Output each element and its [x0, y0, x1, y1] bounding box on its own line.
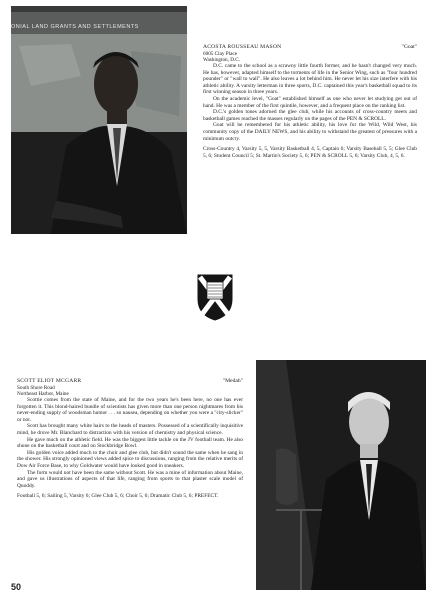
bio-paragraph: On the academic level, "Goat" established himself as one who never let studying get out of hand. He was a member of the first quintile, however, and a frequent place on the ranking list. [203, 95, 417, 109]
student-nickname: "Goat" [401, 44, 417, 50]
portrait-photo-mcgarr [256, 360, 426, 590]
bio-paragraph: Scott has brought many white hairs to the heads of masters. Possessed of a scientifically inquisitive mind, he drove Mr. Blanchard to distraction with his version of chemistry and physical science. [17, 423, 243, 436]
name-row [17, 378, 243, 385]
bio-paragraph: Goat will be remembered for his athletic ability, his love for the Wild, Wild West, his community copy of the DAILY NEWS, and his ability to withstand the greatest of pressures with a minimum outcry. [203, 122, 417, 142]
activities-list: Football 5, 6; Sailing 5, Varsity 6; Glee Club 5, 6; Choir 5, 6; Dramatic Club 5, 6; PREFECT. [17, 493, 219, 500]
bio-paragraph: D.C. came to the school as a scrawny little fourth former, and he hasn't changed very much. He has, however, adapted himself to the torments of life in the Senior Wing, such as "four hundred pounder" or "wall to wall". He also leaves a lot behind him. He never let his size interfere with his athletic ability. A varsity letterman in three sports, D.C. captained this year's basketball squad to its first winning season in three years. [203, 63, 417, 96]
student-name: ACOSTA ROUSSEAU MASON [203, 44, 282, 50]
portrait-illustration [256, 360, 426, 590]
page-number: 50 [11, 582, 22, 592]
bio-paragraph: He gave much on the athletic field. He was the biggest little tackle on the JV football team. He also shone on the basketball court and on Stockbridge Bowl. [17, 436, 243, 450]
bio-paragraph: His golden voice added much to the choir and glee club, but didn't sound the same when he sang in the shower. His strongly opinioned views added spice to discussions, ranging from the relative merits of Dow Air Force Base, to why Goldwater would have looked good in sneakers. [17, 449, 243, 469]
address-line-2: Washington, D.C. [203, 56, 241, 63]
portrait-illustration [11, 6, 187, 234]
bio-paragraph: The form would not have been the same without Scott. He was a mine of information about Maine, and gave us illustrations of aspects of that life, ranging from sports to that plaster scale model of Quoddy. [17, 469, 243, 489]
senior-entry-mason [203, 44, 417, 159]
bio-paragraph: Scottie comes from the state of Maine, and for the two years he's been here, no one has ever forgotten it. This blond-haired bundle of scientists has given more than one person nightmares from his never-ending supply of woodsman humor . . . so nausea, depending on whether you were a "city-slicker" or not. [17, 397, 243, 423]
photo-map-text: ONIAL LAND GRANTS AND SETTLEMENTS [11, 24, 139, 30]
school-crest-icon [196, 273, 234, 321]
address-line-2: Northeast Harbor, Maine [17, 390, 69, 397]
portrait-photo-mason [11, 6, 187, 234]
student-name: SCOTT ELIOT MCGARR [17, 378, 82, 384]
senior-entry-mcgarr [17, 378, 243, 500]
student-nickname: "Medah" [222, 378, 243, 384]
address-line-1: 6005 Clay Place [203, 50, 237, 57]
activities-list: Cross-Country 4, Varsity 5, 5, Varsity Basketball 4, 5, Captain 6; Varsity Baseball 5, 5; Glee Club 5, 6; Student Council 5; St. Martin's Society 5, 6; PEN & SCROLL 5, 6; Varsity Club, 4, 5, 6. [203, 146, 417, 159]
address-line-1: South Shore Road [17, 384, 55, 391]
name-row [203, 44, 417, 51]
bio-paragraph: D.C.'s golden tones adorned the glee club, while his accounts of cross-country meets and basketball games reached the masses regularly on the pages of the PEN & SCROLL. [203, 109, 417, 122]
